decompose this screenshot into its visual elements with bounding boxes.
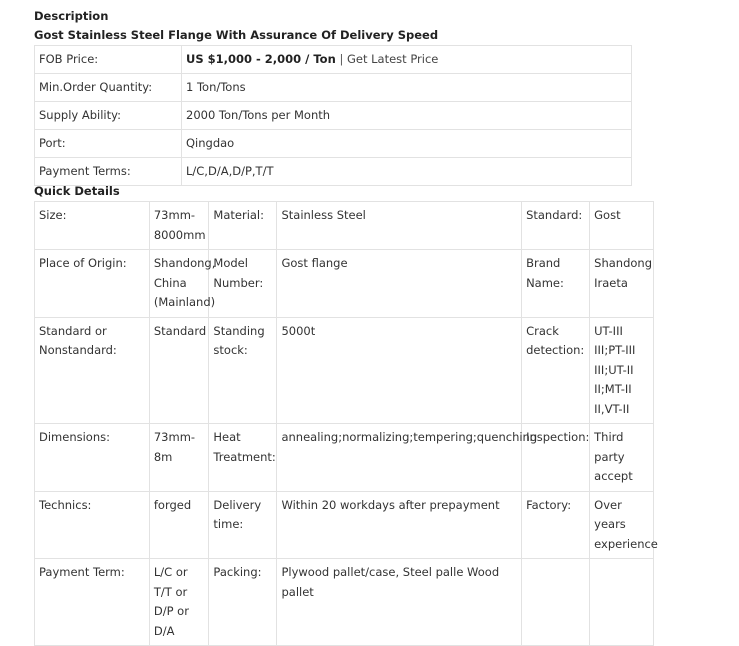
detail-key: Material: [209, 202, 277, 250]
fob-label: FOB Price: [35, 46, 182, 74]
detail-key: Delivery time: [209, 491, 277, 559]
detail-key: Standard: [522, 202, 590, 250]
detail-value: UT-III III;PT-III III;UT-II II;MT-II II,VT-II [590, 317, 654, 424]
detail-key: Size: [35, 202, 150, 250]
description-section [34, 0, 739, 638]
detail-value: L/C or T/T or D/P or D/A [149, 559, 209, 646]
detail-key: Technics: [35, 491, 150, 559]
detail-value: Plywood pallet/case, Steel palle Wood pallet [277, 559, 522, 646]
detail-value: Gost flange [277, 250, 522, 318]
fob-separator: | [339, 51, 344, 66]
moq-value: 1 Ton/Tons [182, 74, 632, 102]
product-title: Gost Stainless Steel Flange With Assurance Of Delivery Speed [34, 28, 439, 42]
port-label: Port: [35, 130, 182, 158]
detail-value: 5000t [277, 317, 522, 424]
detail-value: 73mm-8000mm [149, 202, 209, 250]
detail-key: Standing stock: [209, 317, 277, 424]
detail-key: Inspection: [522, 424, 590, 492]
price-table [34, 45, 632, 186]
price-row-supply [35, 102, 632, 130]
fob-value: US $1,000 - 2,000 / Ton [186, 51, 336, 66]
price-row-moq [35, 74, 632, 102]
table-row [35, 424, 654, 492]
port-value: Qingdao [182, 130, 632, 158]
detail-value: Gost [590, 202, 654, 250]
detail-key: Crack detection: [522, 317, 590, 424]
detail-key: Place of Origin: [35, 250, 150, 318]
supply-label: Supply Ability: [35, 102, 182, 130]
detail-value: 73mm-8m [149, 424, 209, 492]
detail-key: Factory: [522, 491, 590, 559]
description-heading: Description [34, 9, 109, 23]
price-row-fob [35, 46, 632, 74]
table-row [35, 317, 654, 424]
price-row-payment [35, 158, 632, 186]
payment-label: Payment Terms: [35, 158, 182, 186]
table-row [35, 491, 654, 559]
detail-key: Standard or Nonstandard: [35, 317, 150, 424]
table-row [35, 250, 654, 318]
detail-value: Shandong, China (Mainland) [149, 250, 209, 318]
detail-value: Standard [149, 317, 209, 424]
detail-value: Stainless Steel [277, 202, 522, 250]
detail-value [590, 559, 654, 646]
detail-key: Payment Term: [35, 559, 150, 646]
price-row-port [35, 130, 632, 158]
moq-label: Min.Order Quantity: [35, 74, 182, 102]
table-row [35, 559, 654, 646]
supply-value: 2000 Ton/Tons per Month [182, 102, 632, 130]
detail-key: Dimensions: [35, 424, 150, 492]
detail-value: Shandong Iraeta [590, 250, 654, 318]
get-latest-price-link[interactable]: Get Latest Price [346, 51, 439, 66]
payment-value: L/C,D/A,D/P,T/T [182, 158, 632, 186]
detail-value: forged [149, 491, 209, 559]
fob-cell [182, 46, 632, 74]
detail-key: Heat Treatment: [209, 424, 277, 492]
table-row [35, 202, 654, 250]
detail-value: Over years experience [590, 491, 654, 559]
detail-key: Packing: [209, 559, 277, 646]
quick-details-heading: Quick Details [34, 184, 120, 198]
quick-details-table [34, 201, 658, 646]
detail-key: Brand Name: [522, 250, 590, 318]
detail-key: Model Number: [209, 250, 277, 318]
detail-value: annealing;normalizing;tempering;quenching [277, 424, 522, 492]
detail-value: Third party accept [590, 424, 654, 492]
detail-value: Within 20 workdays after prepayment [277, 491, 522, 559]
detail-key [522, 559, 590, 646]
